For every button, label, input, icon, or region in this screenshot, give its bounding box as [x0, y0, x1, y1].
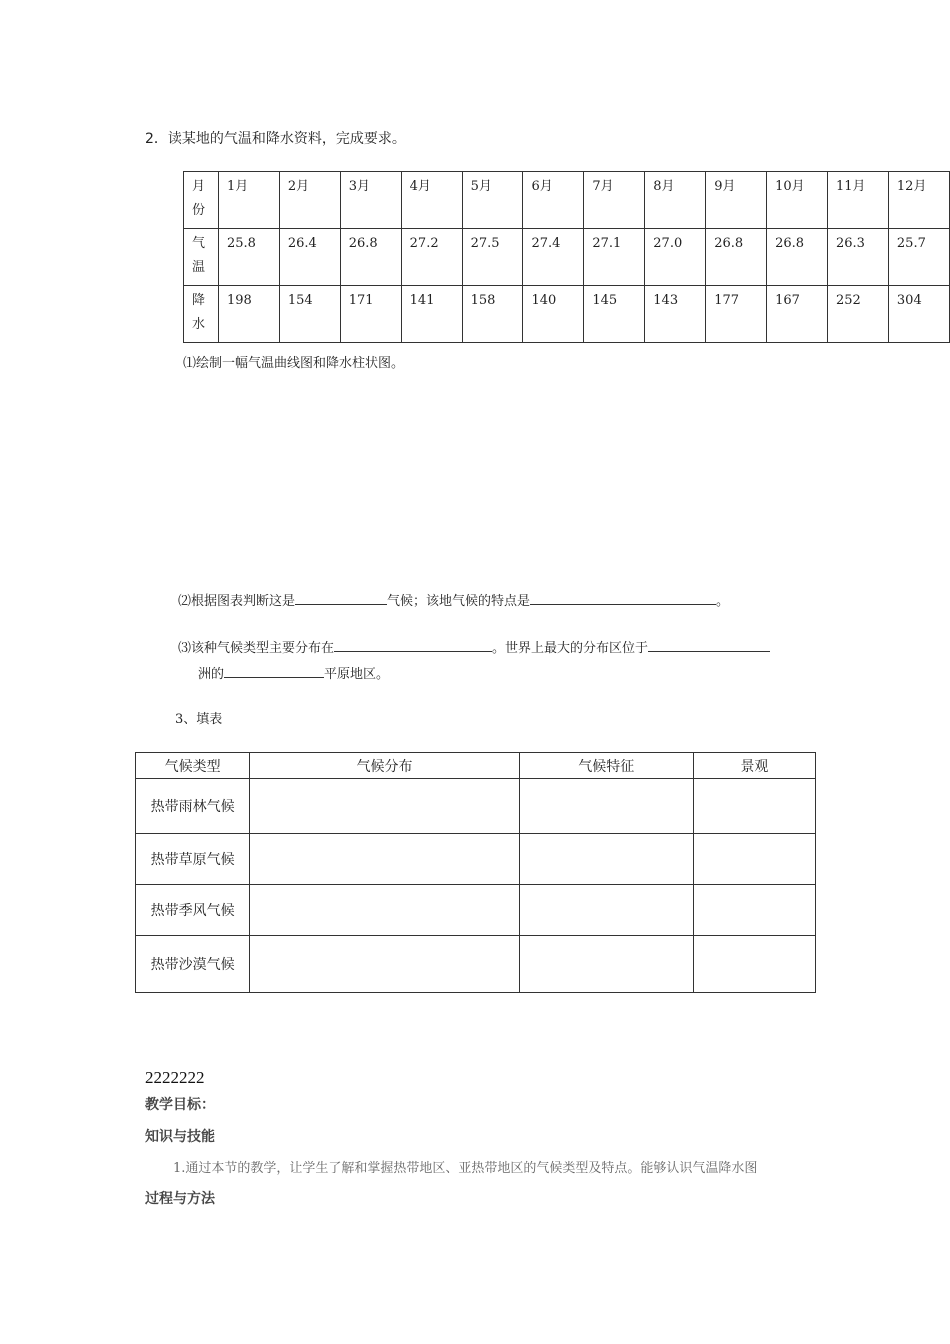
- data-cell: 304: [888, 286, 949, 343]
- answer-cell[interactable]: [693, 779, 815, 834]
- subquestion-3-text-b: 。世界上最大的分布区位于: [492, 641, 649, 656]
- answer-cell[interactable]: [250, 936, 519, 993]
- climate-type-cell: 热带雨林气候: [136, 779, 250, 834]
- answer-blank-continent[interactable]: [648, 637, 770, 652]
- data-cell: 9月: [706, 172, 767, 229]
- data-cell: 167: [767, 286, 828, 343]
- data-cell: 198: [218, 286, 279, 343]
- data-cell: 171: [340, 286, 401, 343]
- data-cell: 26.4: [279, 229, 340, 286]
- data-cell: 6月: [523, 172, 584, 229]
- fill-table-row: [136, 779, 816, 834]
- climate-type-cell: 热带草原气候: [136, 834, 250, 885]
- answer-cell[interactable]: [693, 885, 815, 936]
- data-cell: 5月: [462, 172, 523, 229]
- climate-type-cell: 热带季风气候: [136, 885, 250, 936]
- fill-table-header: [136, 753, 816, 779]
- row-label: 降水: [184, 286, 219, 343]
- climate-type-cell: 热带沙漠气候: [136, 936, 250, 993]
- answer-cell[interactable]: [519, 834, 693, 885]
- doc-code: 2222222: [145, 1068, 205, 1087]
- answer-blank-climate-type[interactable]: [295, 590, 387, 605]
- data-cell: 10月: [767, 172, 828, 229]
- data-cell: 8月: [645, 172, 706, 229]
- data-cell: 27.1: [584, 229, 645, 286]
- data-cell: 4月: [401, 172, 462, 229]
- data-cell: 25.7: [888, 229, 949, 286]
- data-cell: 140: [523, 286, 584, 343]
- subquestion-3-text-c: 洲的: [198, 667, 225, 682]
- knowledge-text: 1.通过本节的教学，让学生了解和掌握热带地区、亚热带地区的气候类型及特点。能够认识气温降水图: [173, 1161, 758, 1176]
- data-cell: 26.8: [767, 229, 828, 286]
- column-header: 气候类型: [136, 753, 250, 779]
- subquestion-2: [178, 590, 729, 609]
- subquestion-3-line1: [178, 637, 770, 656]
- data-cell: 154: [279, 286, 340, 343]
- process-heading: 过程与方法: [145, 1191, 215, 1207]
- data-cell: 7月: [584, 172, 645, 229]
- subquestion-3-text-a: ⑶该种气候类型主要分布在: [178, 641, 335, 656]
- data-cell: 252: [828, 286, 889, 343]
- question-2-title: 2．读某地的气温和降水资料，完成要求。: [145, 131, 406, 147]
- answer-cell[interactable]: [519, 779, 693, 834]
- answer-cell[interactable]: [519, 936, 693, 993]
- answer-cell[interactable]: [250, 885, 519, 936]
- data-cell: 158: [462, 286, 523, 343]
- answer-cell[interactable]: [693, 936, 815, 993]
- knowledge-heading: 知识与技能: [145, 1129, 215, 1145]
- row-label: 气温: [184, 229, 219, 286]
- subquestion-3-line2: [198, 663, 389, 682]
- subquestion-3-text-d: 平原地区。: [324, 667, 390, 682]
- fill-table-row: [136, 885, 816, 936]
- data-cell: 12月: [888, 172, 949, 229]
- row-label: 月份: [184, 172, 219, 229]
- data-cell: 26.8: [340, 229, 401, 286]
- subquestion-1: ⑴绘制一幅气温曲线图和降水柱状图。: [183, 356, 405, 371]
- data-cell: 1月: [218, 172, 279, 229]
- climate-fill-table: [135, 752, 816, 993]
- data-cell: 27.2: [401, 229, 462, 286]
- data-cell: 26.3: [828, 229, 889, 286]
- subquestion-2-text-c: 。: [716, 594, 730, 609]
- column-header: 气候分布: [250, 753, 519, 779]
- data-cell: 11月: [828, 172, 889, 229]
- subquestion-2-text-a: ⑵根据图表判断这是: [178, 594, 296, 609]
- answer-blank-climate-feature[interactable]: [530, 590, 716, 605]
- subquestion-2-text-b: 气候；该地气候的特点是: [387, 594, 531, 609]
- data-cell: 27.4: [523, 229, 584, 286]
- answer-cell[interactable]: [250, 834, 519, 885]
- answer-cell[interactable]: [693, 834, 815, 885]
- data-table-row: [184, 172, 950, 229]
- fill-table-row: [136, 936, 816, 993]
- climate-data-table: [183, 171, 950, 343]
- answer-cell[interactable]: [250, 779, 519, 834]
- column-header: 景观: [693, 753, 815, 779]
- question-3-title: 3、填表: [175, 712, 223, 727]
- data-cell: 27.5: [462, 229, 523, 286]
- data-cell: 27.0: [645, 229, 706, 286]
- goal-heading: 教学目标：: [145, 1097, 215, 1113]
- data-cell: 145: [584, 286, 645, 343]
- data-cell: 26.8: [706, 229, 767, 286]
- data-table-row: [184, 229, 950, 286]
- fill-table-row: [136, 834, 816, 885]
- column-header: 气候特征: [519, 753, 693, 779]
- data-cell: 141: [401, 286, 462, 343]
- data-cell: 3月: [340, 172, 401, 229]
- data-cell: 143: [645, 286, 706, 343]
- data-table-row: [184, 286, 950, 343]
- data-cell: 25.8: [218, 229, 279, 286]
- answer-cell[interactable]: [519, 885, 693, 936]
- answer-blank-plain[interactable]: [224, 663, 324, 678]
- answer-blank-distribution[interactable]: [334, 637, 492, 652]
- data-cell: 177: [706, 286, 767, 343]
- data-cell: 2月: [279, 172, 340, 229]
